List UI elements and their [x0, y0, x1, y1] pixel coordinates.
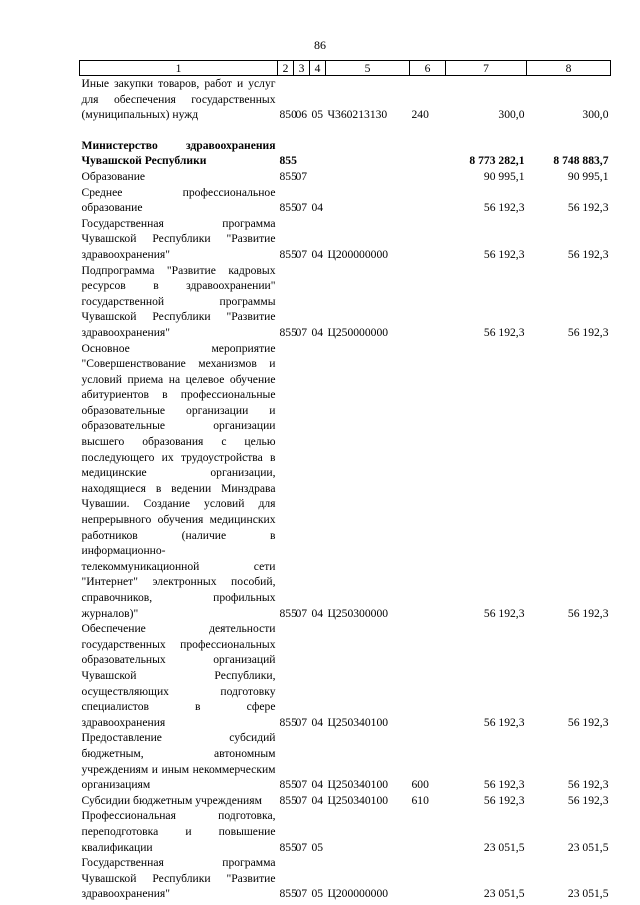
- row-vr: [410, 263, 446, 341]
- row-sum-1: 300,0: [498, 108, 525, 122]
- row-sum-1: 56 192,3: [483, 325, 525, 339]
- header-col-6: 6: [410, 61, 446, 76]
- row-sum-1: 90 995,1: [483, 169, 525, 183]
- spacer-row: [80, 123, 611, 138]
- header-col-3: 3: [294, 61, 310, 76]
- table-row: [80, 185, 611, 216]
- row-rz: 07: [295, 169, 308, 183]
- table-row: [80, 138, 611, 169]
- page-number: 86: [314, 38, 326, 52]
- row-vr: [410, 621, 446, 730]
- row-rz: 07: [295, 606, 308, 620]
- row-name: Среднее профессиональное образование: [81, 185, 276, 215]
- row-vr: [410, 341, 446, 622]
- row-name: Государственная программа Чувашской Республики "Развитие здравоохранения": [81, 856, 276, 901]
- row-vr: [410, 185, 446, 216]
- header-row: [80, 61, 611, 76]
- row-pr: 04: [311, 606, 324, 620]
- row-ved: 855: [279, 247, 297, 261]
- row-csr: Ц250000000: [327, 325, 389, 339]
- row-sum-2: 56 192,3: [567, 247, 609, 261]
- row-vr: 610: [411, 793, 429, 807]
- table-row: [80, 169, 611, 185]
- row-name: Субсидии бюджетным учреждениям: [81, 793, 262, 807]
- row-rz: 06: [295, 108, 308, 122]
- row-sum-2: 56 192,3: [567, 325, 609, 339]
- row-csr: [326, 185, 410, 216]
- table-row: [80, 216, 611, 263]
- row-vr: 240: [411, 108, 429, 122]
- row-vr: [410, 855, 446, 902]
- row-sum-2: 23 051,5: [567, 887, 609, 901]
- row-sum-2: 56 192,3: [567, 793, 609, 807]
- row-csr: Ц250300000: [327, 606, 389, 620]
- row-vr: [410, 216, 446, 263]
- row-csr: [326, 808, 410, 855]
- table-row: [80, 855, 611, 902]
- row-ved: 855: [279, 715, 297, 729]
- row-sum-1: 56 192,3: [483, 793, 525, 807]
- row-sum-2: 56 192,3: [567, 778, 609, 792]
- row-rz: 07: [295, 715, 308, 729]
- row-sum-2: 90 995,1: [567, 169, 609, 183]
- row-csr: Ц200000000: [327, 247, 389, 261]
- row-pr: [310, 169, 326, 185]
- row-vr: [410, 808, 446, 855]
- row-pr: [310, 138, 326, 169]
- row-sum-1: 56 192,3: [483, 247, 525, 261]
- row-ved: 855: [279, 606, 297, 620]
- row-sum-1: 23 051,5: [483, 887, 525, 901]
- row-ved: 855: [279, 793, 297, 807]
- row-sum-2: 23 051,5: [567, 840, 609, 854]
- row-csr: Ц200000000: [327, 887, 389, 901]
- row-name: Предоставление субсидий бюджетным, автономным учреждениям и иным некоммерческим организациям: [81, 731, 276, 792]
- row-ved: 850: [279, 108, 297, 122]
- row-pr: 04: [311, 793, 324, 807]
- row-pr: 05: [311, 887, 324, 901]
- row-name: Основное мероприятие "Совершенствование механизмов и условий приема на целевое обучение абитуриентов в профессиональные образовательные организации и образовательные организации высшего образования с целью последующего их трудоустройства в медицинские организации, находящиеся в ведении Минздрава Чувашии. Создание условий для непрерывного обучения медицинских работников (наличие в информационно-телекоммуникационной сети "Интернет" электронных пособий, справочников, профильных журналов)": [81, 341, 276, 620]
- header-col-8: 8: [527, 61, 611, 76]
- row-pr: 04: [311, 325, 324, 339]
- header-col-4: 4: [310, 61, 326, 76]
- row-sum-1: 56 192,3: [483, 201, 525, 215]
- row-pr: 05: [311, 108, 324, 122]
- row-ved: 855: [279, 169, 297, 183]
- row-rz: 07: [295, 325, 308, 339]
- header-col-5: 5: [326, 61, 410, 76]
- row-rz: 07: [295, 840, 308, 854]
- row-name: Обеспечение деятельности государственных профессиональных образовательных организаций Чувашской Республики, осуществляющих подготовку специалистов в сфере здравоохранения: [81, 622, 276, 729]
- table-row: [80, 621, 611, 730]
- row-csr: Ц250340100: [327, 715, 389, 729]
- row-rz: 07: [295, 778, 308, 792]
- row-ved: 855: [279, 325, 297, 339]
- row-sum-1: 56 192,3: [483, 778, 525, 792]
- row-ved: 855: [279, 840, 297, 854]
- table-row: [80, 341, 611, 622]
- row-name: Подпрограмма "Развитие кадровых ресурсов в здравоохранении" государственной программы Чувашской Республики "Развитие здравоохранения": [81, 263, 276, 339]
- header-col-2: 2: [278, 61, 294, 76]
- row-csr: Ч360213130: [327, 108, 388, 122]
- row-sum-1: 8 773 282,1: [469, 154, 525, 168]
- row-csr: [326, 138, 410, 169]
- table-row: [80, 793, 611, 809]
- row-rz: 07: [295, 201, 308, 215]
- row-sum-1: 56 192,3: [483, 715, 525, 729]
- row-csr: [326, 169, 410, 185]
- row-ved: 855: [279, 778, 297, 792]
- row-ved: 855: [279, 201, 297, 215]
- row-pr: 05: [311, 840, 324, 854]
- row-name: Министерство здравоохранения Чувашской Республики: [81, 138, 276, 168]
- table-row: [80, 730, 611, 792]
- row-pr: 04: [311, 778, 324, 792]
- row-name: Профессиональная подготовка, переподготовка и повышение квалификации: [81, 809, 276, 854]
- row-name: Государственная программа Чувашской Республики "Развитие здравоохранения": [81, 216, 276, 261]
- row-sum-2: 300,0: [582, 108, 609, 122]
- header-col-7: 7: [446, 61, 527, 76]
- row-vr: [410, 138, 446, 169]
- row-csr: Ц250340100: [327, 778, 389, 792]
- row-sum-2: 8 748 883,7: [553, 154, 609, 168]
- table-row: [80, 76, 611, 123]
- row-name: Иные закупки товаров, работ и услуг для обеспечения государственных (муниципальных) нужд: [81, 77, 276, 122]
- row-vr: 600: [411, 778, 429, 792]
- row-pr: 04: [311, 715, 324, 729]
- row-sum-2: 56 192,3: [567, 201, 609, 215]
- row-sum-2: 56 192,3: [567, 715, 609, 729]
- row-sum-1: 56 192,3: [483, 606, 525, 620]
- row-csr: Ц250340100: [327, 793, 389, 807]
- row-rz: 07: [295, 887, 308, 901]
- row-ved: 855: [279, 154, 297, 168]
- table-row: [80, 263, 611, 341]
- table-row: [80, 808, 611, 855]
- row-pr: 04: [311, 247, 324, 261]
- row-sum-1: 23 051,5: [483, 840, 525, 854]
- row-rz: 07: [295, 793, 308, 807]
- row-rz: 07: [295, 247, 308, 261]
- row-sum-2: 56 192,3: [567, 606, 609, 620]
- row-ved: 855: [279, 887, 297, 901]
- row-name: Образование: [81, 169, 146, 183]
- header-col-1: 1: [80, 61, 278, 76]
- row-vr: [410, 169, 446, 185]
- budget-table: [79, 60, 611, 902]
- row-pr: 04: [311, 201, 324, 215]
